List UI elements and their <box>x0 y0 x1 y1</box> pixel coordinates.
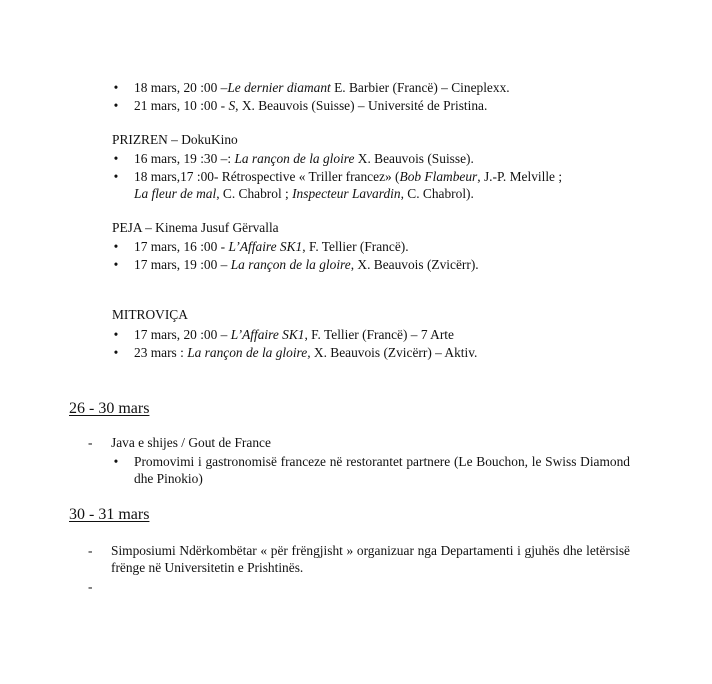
film-title: L’Affaire SK1 <box>230 327 305 342</box>
bullet-icon: • <box>113 98 119 113</box>
schedule-item: 17 mars, 20 :00 – L’Affaire SK1, F. Tellier (Francë) – 7 Arte <box>134 327 454 342</box>
venue-title: MITROVIÇA <box>112 307 188 322</box>
film-title: Bob Flambeur <box>399 169 478 184</box>
schedule-item: 17 mars, 19 :00 – La rançon de la gloire, X. Beauvois (Zvicërr). <box>134 257 479 272</box>
bullet-icon: • <box>113 257 119 272</box>
bullet-icon: • <box>113 345 119 360</box>
section-heading: 26 - 30 mars <box>69 400 150 417</box>
film-title: La rançon de la gloire <box>234 151 355 166</box>
venue-title: PRIZREN – DokuKino <box>112 132 238 147</box>
film-title: L’Affaire SK1 <box>228 239 303 254</box>
dash-marker: - <box>88 435 93 450</box>
film-title: La rançon de la gloire <box>230 257 351 272</box>
section-heading: 30 - 31 mars <box>69 506 150 523</box>
schedule-item: 21 mars, 10 :00 - S, X. Beauvois (Suisse) – Université de Pristina. <box>134 98 488 113</box>
dash-item: Simposiumi Ndërkombëtar « për frëngjisht » organizuar nga Departamenti i gjuhës dhe letërsisë frënge në Universitetin e Prishtinës. <box>111 543 630 575</box>
schedule-item: 18 mars,17 :00- Rétrospective « Triller francez» (Bob Flambeur, J.-P. Melville ; <box>134 169 563 184</box>
schedule-item: 18 mars, 20 :00 –Le dernier diamant E. Barbier (Francë) – Cineplexx. <box>134 80 510 95</box>
schedule-item: 23 mars : La rançon de la gloire, X. Beauvois (Zvicërr) – Aktiv. <box>134 345 478 360</box>
venue-title: PEJA – Kinema Jusuf Gërvalla <box>112 220 279 235</box>
film-title: Le dernier diamant <box>227 80 331 95</box>
bullet-icon: • <box>113 151 119 166</box>
bullet-icon: • <box>113 239 119 254</box>
bullet-icon: • <box>113 169 119 184</box>
film-title: S <box>228 98 236 113</box>
schedule-item-continuation: La fleur de mal, C. Chabrol ; Inspecteur Lavardin, C. Chabrol). <box>134 186 474 201</box>
bullet-icon: • <box>113 454 119 469</box>
bullet-icon: • <box>113 80 119 95</box>
film-title: La rançon de la gloire, <box>187 345 311 360</box>
bullet-icon: • <box>113 327 119 342</box>
film-title: Inspecteur Lavardin <box>292 186 401 201</box>
dash-marker: - <box>88 579 93 594</box>
dash-marker: - <box>88 543 93 558</box>
schedule-item: 16 mars, 19 :30 –: La rançon de la gloire X. Beauvois (Suisse). <box>134 151 474 166</box>
dash-item: Java e shijes / Gout de France <box>111 435 271 450</box>
film-title: La fleur de mal <box>134 186 217 201</box>
schedule-item: 17 mars, 16 :00 - L’Affaire SK1, F. Tellier (Francë). <box>134 239 409 254</box>
sub-item: Promovimi i gastronomisë franceze në restorantet partnere (Le Bouchon, le Swiss Diamond dhe Pinokio) <box>134 454 630 486</box>
